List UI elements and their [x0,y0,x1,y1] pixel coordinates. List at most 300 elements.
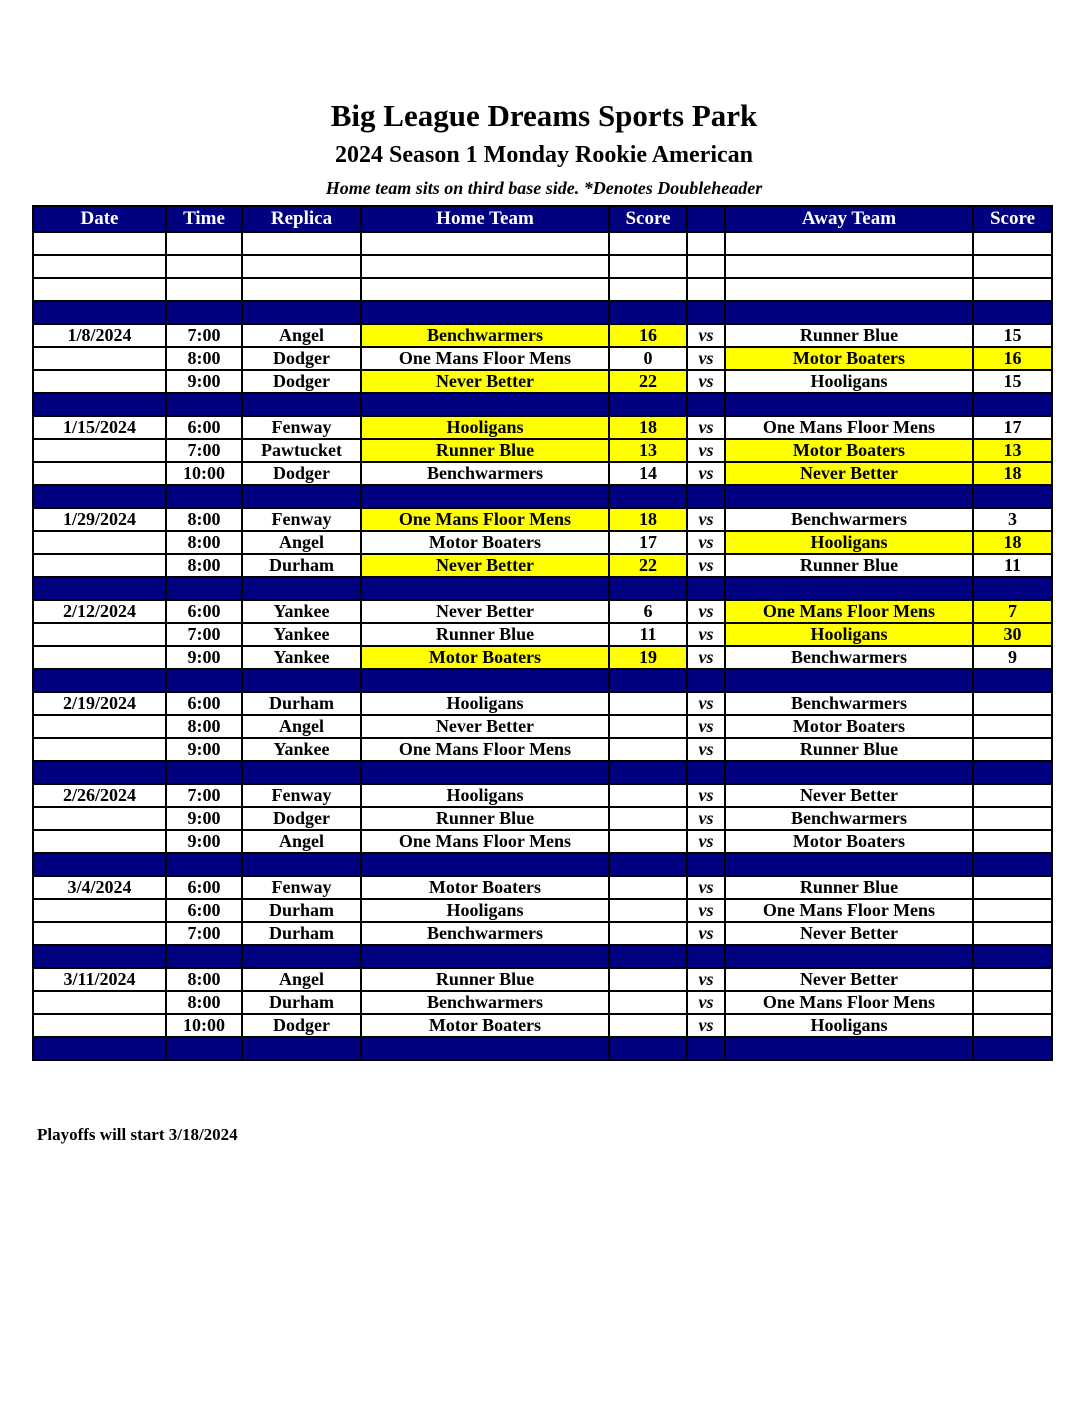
replica-cell: Fenway [242,508,361,531]
time-cell: 8:00 [166,715,242,738]
separator-cell [33,485,166,508]
separator-cell [33,945,166,968]
date-cell [33,1014,166,1037]
col-header-date: Date [33,206,166,232]
vs-cell: vs [687,600,725,623]
away-score-cell: 16 [973,347,1052,370]
playoffs-note: Playoffs will start 3/18/2024 [37,1125,238,1144]
vs-cell: vs [687,646,725,669]
replica-cell: Yankee [242,646,361,669]
game-row [33,968,1052,991]
home-score-cell [609,830,687,853]
week-separator [33,761,1052,784]
time-cell: 10:00 [166,462,242,485]
date-cell [33,347,166,370]
replica-cell [242,255,361,278]
separator-cell [33,393,166,416]
vs-cell: vs [687,439,725,462]
separator-cell [166,853,242,876]
home-team-cell: Motor Boaters [361,646,609,669]
away-team-cell: One Mans Floor Mens [725,991,973,1014]
date-cell [33,278,166,301]
game-row [33,554,1052,577]
vs-cell: vs [687,968,725,991]
separator-cell [609,669,687,692]
time-cell: 6:00 [166,876,242,899]
home-score-cell: 13 [609,439,687,462]
replica-cell: Yankee [242,738,361,761]
separator-cell [687,393,725,416]
away-team-cell: Benchwarmers [725,646,973,669]
separator-cell [609,853,687,876]
away-team-cell [725,278,973,301]
separator-cell [242,945,361,968]
time-cell: 7:00 [166,324,242,347]
game-row [33,439,1052,462]
away-score-cell [973,968,1052,991]
game-row [33,1014,1052,1037]
col-header-vs [687,206,725,232]
date-cell [33,738,166,761]
replica-cell: Yankee [242,600,361,623]
date-cell: 1/29/2024 [33,508,166,531]
separator-cell [609,301,687,324]
away-team-cell: Hooligans [725,531,973,554]
separator-cell [973,853,1052,876]
vs-cell: vs [687,324,725,347]
separator-cell [166,945,242,968]
separator-cell [609,945,687,968]
date-cell [33,646,166,669]
date-cell: 3/11/2024 [33,968,166,991]
time-cell: 9:00 [166,807,242,830]
game-row [33,899,1052,922]
separator-cell [242,761,361,784]
separator-cell [973,577,1052,600]
separator-cell [361,669,609,692]
week-separator [33,393,1052,416]
time-cell: 10:00 [166,1014,242,1037]
separator-cell [687,577,725,600]
away-team-cell [725,255,973,278]
home-score-cell [609,1014,687,1037]
away-team-cell: Motor Boaters [725,439,973,462]
replica-cell: Durham [242,899,361,922]
away-score-cell [973,876,1052,899]
replica-cell: Fenway [242,876,361,899]
home-team-cell: Hooligans [361,416,609,439]
separator-cell [609,1037,687,1060]
time-cell: 9:00 [166,646,242,669]
home-score-cell [609,784,687,807]
separator-cell [361,1037,609,1060]
game-row [33,531,1052,554]
vs-cell: vs [687,715,725,738]
home-score-cell [609,922,687,945]
game-row [33,646,1052,669]
separator-cell [687,945,725,968]
home-team-cell: Runner Blue [361,623,609,646]
away-team-cell: One Mans Floor Mens [725,600,973,623]
time-cell: 8:00 [166,347,242,370]
home-team-cell [361,255,609,278]
date-cell [33,623,166,646]
separator-cell [609,761,687,784]
replica-cell: Pawtucket [242,439,361,462]
game-row [33,922,1052,945]
away-team-cell: Motor Boaters [725,830,973,853]
away-score-cell [973,692,1052,715]
vs-cell: vs [687,1014,725,1037]
home-score-cell [609,232,687,255]
home-score-cell: 11 [609,623,687,646]
replica-cell: Dodger [242,1014,361,1037]
separator-cell [725,761,973,784]
col-header-away-score: Score [973,206,1052,232]
separator-cell [166,301,242,324]
away-score-cell [973,991,1052,1014]
away-score-cell: 18 [973,531,1052,554]
home-team-cell: Hooligans [361,784,609,807]
time-cell: 6:00 [166,692,242,715]
week-separator [33,301,1052,324]
time-cell: 8:00 [166,531,242,554]
game-row [33,324,1052,347]
time-cell: 9:00 [166,830,242,853]
time-cell: 7:00 [166,922,242,945]
home-team-cell [361,232,609,255]
away-team-cell: Runner Blue [725,324,973,347]
home-team-cell: One Mans Floor Mens [361,738,609,761]
vs-cell [687,232,725,255]
home-team-cell: One Mans Floor Mens [361,347,609,370]
separator-cell [725,853,973,876]
away-team-cell: Runner Blue [725,554,973,577]
home-score-cell: 22 [609,370,687,393]
home-team-cell: Benchwarmers [361,324,609,347]
separator-cell [725,669,973,692]
separator-cell [687,669,725,692]
page-subtitle: 2024 Season 1 Monday Rookie American [334,142,753,168]
away-team-cell: Never Better [725,968,973,991]
separator-cell [609,577,687,600]
vs-cell: vs [687,922,725,945]
col-header-replica: Replica [242,206,361,232]
vs-cell: vs [687,692,725,715]
date-cell [33,255,166,278]
vs-cell [687,278,725,301]
game-row [33,991,1052,1014]
date-cell [33,462,166,485]
home-team-cell: Benchwarmers [361,922,609,945]
separator-cell [973,761,1052,784]
home-score-cell: 17 [609,531,687,554]
vs-cell: vs [687,623,725,646]
away-score-cell: 7 [973,600,1052,623]
schedule-table [32,205,1053,1061]
away-team-cell: Never Better [725,922,973,945]
separator-cell [361,945,609,968]
away-score-cell: 30 [973,623,1052,646]
away-team-cell: Never Better [725,784,973,807]
separator-cell [166,761,242,784]
home-team-cell: Motor Boaters [361,876,609,899]
separator-cell [361,301,609,324]
date-cell [33,554,166,577]
separator-cell [33,669,166,692]
separator-cell [242,393,361,416]
date-cell [33,531,166,554]
week-separator [33,485,1052,508]
vs-cell: vs [687,899,725,922]
home-score-cell: 16 [609,324,687,347]
vs-cell: vs [687,554,725,577]
time-cell [166,255,242,278]
away-score-cell [973,899,1052,922]
replica-cell: Dodger [242,462,361,485]
away-team-cell: Benchwarmers [725,692,973,715]
game-row [33,807,1052,830]
separator-cell [166,485,242,508]
vs-cell: vs [687,784,725,807]
separator-cell [725,393,973,416]
replica-cell: Angel [242,968,361,991]
separator-cell [725,301,973,324]
replica-cell: Angel [242,830,361,853]
away-team-cell: Benchwarmers [725,807,973,830]
date-cell [33,991,166,1014]
home-score-cell [609,738,687,761]
separator-cell [361,393,609,416]
time-cell: 8:00 [166,508,242,531]
time-cell: 8:00 [166,554,242,577]
vs-cell: vs [687,347,725,370]
separator-cell [687,485,725,508]
separator-cell [609,393,687,416]
home-score-cell: 0 [609,347,687,370]
home-score-cell [609,715,687,738]
replica-cell: Durham [242,922,361,945]
away-score-cell [973,784,1052,807]
game-row [33,600,1052,623]
home-score-cell [609,968,687,991]
vs-cell: vs [687,876,725,899]
vs-cell: vs [687,370,725,393]
separator-cell [687,1037,725,1060]
away-team-cell: Motor Boaters [725,347,973,370]
replica-cell: Angel [242,324,361,347]
col-header-away-team: Away Team [725,206,973,232]
home-team-cell: Never Better [361,370,609,393]
away-score-cell [973,830,1052,853]
home-score-cell: 18 [609,508,687,531]
away-score-cell: 3 [973,508,1052,531]
separator-cell [166,393,242,416]
game-row [33,347,1052,370]
replica-cell: Angel [242,531,361,554]
separator-cell [33,761,166,784]
away-score-cell: 15 [973,370,1052,393]
col-header-home-team: Home Team [361,206,609,232]
away-score-cell: 11 [973,554,1052,577]
home-team-cell: Runner Blue [361,807,609,830]
away-team-cell: Never Better [725,462,973,485]
home-score-cell: 6 [609,600,687,623]
replica-cell: Dodger [242,370,361,393]
away-score-cell [973,278,1052,301]
time-cell: 9:00 [166,738,242,761]
home-team-cell: Benchwarmers [361,462,609,485]
game-row [33,784,1052,807]
time-cell [166,232,242,255]
vs-cell: vs [687,807,725,830]
separator-cell [609,485,687,508]
away-score-cell: 18 [973,462,1052,485]
separator-cell [973,393,1052,416]
date-cell [33,370,166,393]
replica-cell: Fenway [242,784,361,807]
time-cell: 7:00 [166,439,242,462]
schedule-body [33,232,1052,1060]
time-cell: 7:00 [166,784,242,807]
blank-row [33,255,1052,278]
separator-cell [725,485,973,508]
game-row [33,692,1052,715]
home-score-cell [609,278,687,301]
home-team-cell: Never Better [361,600,609,623]
date-cell [33,232,166,255]
blank-row [33,278,1052,301]
separator-cell [725,1037,973,1060]
separator-cell [33,853,166,876]
separator-cell [687,761,725,784]
home-score-cell [609,899,687,922]
date-cell: 2/26/2024 [33,784,166,807]
date-cell [33,715,166,738]
home-team-cell: Hooligans [361,692,609,715]
away-team-cell: Benchwarmers [725,508,973,531]
home-score-cell: 19 [609,646,687,669]
vs-cell [687,255,725,278]
away-score-cell [973,232,1052,255]
separator-cell [166,577,242,600]
home-score-cell: 14 [609,462,687,485]
separator-cell [33,577,166,600]
vs-cell: vs [687,508,725,531]
away-score-cell: 15 [973,324,1052,347]
time-cell: 6:00 [166,899,242,922]
home-team-cell: One Mans Floor Mens [361,830,609,853]
date-cell: 2/12/2024 [33,600,166,623]
separator-cell [973,301,1052,324]
time-cell: 8:00 [166,968,242,991]
replica-cell [242,278,361,301]
away-score-cell [973,922,1052,945]
game-row [33,876,1052,899]
home-score-cell [609,692,687,715]
date-cell [33,439,166,462]
date-cell: 1/8/2024 [33,324,166,347]
vs-cell: vs [687,991,725,1014]
game-row [33,370,1052,393]
time-cell: 7:00 [166,623,242,646]
date-cell [33,922,166,945]
date-cell [33,830,166,853]
away-team-cell: One Mans Floor Mens [725,416,973,439]
replica-cell: Angel [242,715,361,738]
game-row [33,508,1052,531]
away-score-cell [973,738,1052,761]
week-separator [33,669,1052,692]
home-team-cell: Never Better [361,715,609,738]
home-team-cell: Motor Boaters [361,1014,609,1037]
date-cell: 2/19/2024 [33,692,166,715]
separator-cell [361,485,609,508]
date-cell [33,899,166,922]
replica-cell: Dodger [242,347,361,370]
vs-cell: vs [687,531,725,554]
away-team-cell [725,232,973,255]
vs-cell: vs [687,738,725,761]
col-header-time: Time [166,206,242,232]
home-score-cell: 22 [609,554,687,577]
separator-cell [725,945,973,968]
home-score-cell [609,991,687,1014]
page-title: Big League Dreams Sports Park [330,98,758,133]
replica-cell: Durham [242,692,361,715]
vs-cell: vs [687,462,725,485]
game-row [33,715,1052,738]
separator-cell [361,853,609,876]
game-row [33,738,1052,761]
replica-cell: Dodger [242,807,361,830]
away-team-cell: Hooligans [725,623,973,646]
home-team-cell: Motor Boaters [361,531,609,554]
week-separator [33,577,1052,600]
away-team-cell: Runner Blue [725,876,973,899]
away-score-cell [973,715,1052,738]
home-team-cell [361,278,609,301]
away-score-cell [973,255,1052,278]
week-separator [33,853,1052,876]
separator-cell [242,485,361,508]
separator-cell [725,577,973,600]
home-team-cell: Hooligans [361,899,609,922]
away-team-cell: Runner Blue [725,738,973,761]
separator-cell [166,1037,242,1060]
home-team-cell: Runner Blue [361,968,609,991]
home-score-cell [609,255,687,278]
separator-cell [361,761,609,784]
away-score-cell: 9 [973,646,1052,669]
date-cell: 1/15/2024 [33,416,166,439]
separator-cell [973,1037,1052,1060]
separator-cell [33,301,166,324]
separator-cell [973,485,1052,508]
separator-cell [973,945,1052,968]
home-team-cell: Runner Blue [361,439,609,462]
separator-cell [242,1037,361,1060]
home-score-cell [609,807,687,830]
time-cell: 9:00 [166,370,242,393]
home-team-cell: Never Better [361,554,609,577]
time-cell: 6:00 [166,600,242,623]
separator-cell [242,577,361,600]
away-team-cell: Hooligans [725,1014,973,1037]
separator-cell [687,301,725,324]
separator-cell [687,853,725,876]
home-team-cell: One Mans Floor Mens [361,508,609,531]
